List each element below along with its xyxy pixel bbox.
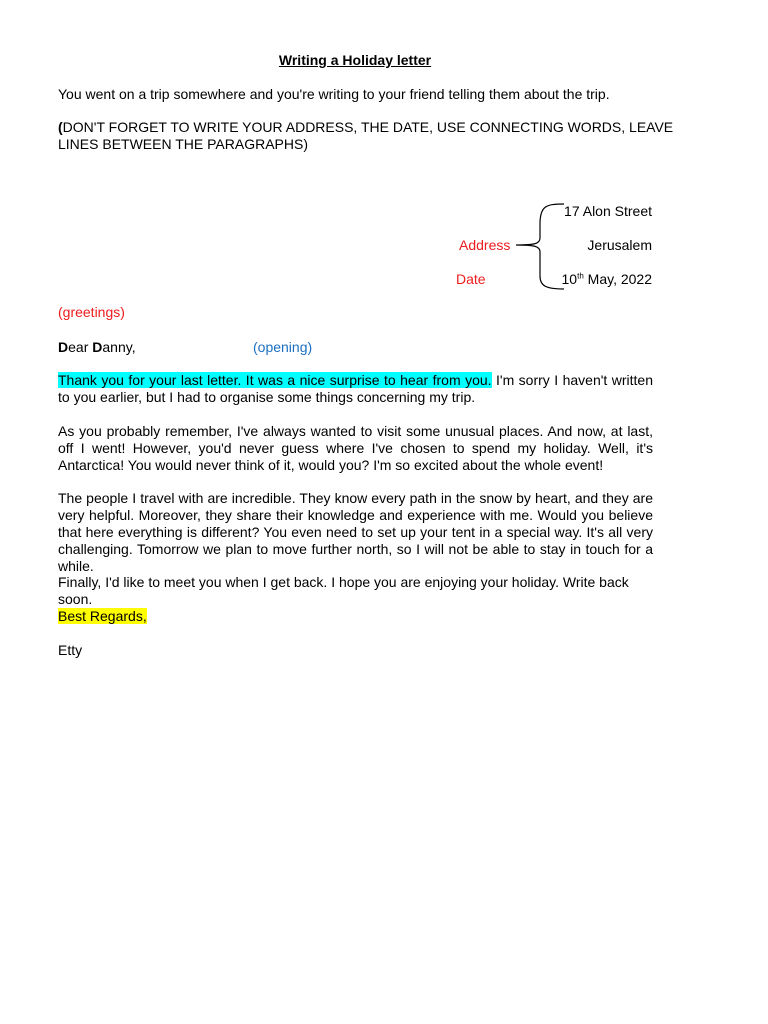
instruction-block bbox=[58, 119, 678, 153]
address-city: Jerusalem bbox=[587, 237, 652, 253]
date-label: Date bbox=[456, 271, 486, 287]
closing-line bbox=[58, 608, 653, 625]
address-brace-icon bbox=[512, 200, 572, 294]
date-rest: May, 2022 bbox=[583, 271, 652, 287]
salutation-initial-d: D bbox=[58, 339, 69, 355]
page-title: Writing a Holiday letter bbox=[278, 52, 432, 68]
salutation-dear: ear bbox=[68, 339, 93, 355]
date-day: 10 bbox=[561, 271, 578, 287]
instruction-line-2: DON'T FORGET TO WRITE YOUR ADDRESS, THE DATE, USE CONNECTING WORDS, LEAVE bbox=[62, 119, 674, 135]
greetings-label: (greetings) bbox=[58, 304, 125, 320]
instruction-paren: ( bbox=[58, 119, 63, 135]
instruction-line-3: LINES BETWEEN THE PARAGRAPHS) bbox=[58, 136, 308, 152]
paragraph-3: The people I travel with are incredible. They know every path in the snow by heart, and they are very helpful. Moreover, they share their knowledge and experience with me. Would you believe that here everything is different? You even need to set up your tent in a special way. It's all very challenging. Tomorrow we plan to move further north, so I will not be able to stay in touch for a while. bbox=[58, 490, 653, 574]
paragraph-2: As you probably remember, I've always wanted to visit some unusual places. And now, at last, off I went! However, you'd never guess where I've chosen to spend my holiday. Well, it's Antarctica! You would never think of it, would you? I'm so excited about the whole event! bbox=[58, 423, 653, 473]
salutation-initial-danny: D bbox=[92, 339, 103, 355]
paragraph-1-highlight: Thank you for your last letter. It was a nice surprise to hear from you. bbox=[58, 372, 492, 388]
closing: Best Regards, bbox=[58, 608, 147, 624]
address-label: Address bbox=[459, 237, 511, 253]
opening-label: (opening) bbox=[253, 339, 313, 355]
paragraph-4: Finally, I'd like to meet you when I get back. I hope you are enjoying your holiday. Write back soon. bbox=[58, 574, 629, 607]
salutation-name: anny, bbox=[102, 339, 136, 355]
instruction-line-1: You went on a trip somewhere and you're writing to your friend telling them about the trip. bbox=[58, 86, 610, 102]
signature: Etty bbox=[58, 642, 83, 658]
paragraph-1-rest: I'm sorry I haven't written to you earlier, but I had to organise some things concerning my trip. bbox=[58, 372, 653, 405]
address-street: 17 Alon Street bbox=[564, 203, 652, 219]
paragraph-1 bbox=[58, 372, 653, 406]
date-suffix: th bbox=[577, 271, 584, 281]
salutation bbox=[58, 339, 653, 356]
